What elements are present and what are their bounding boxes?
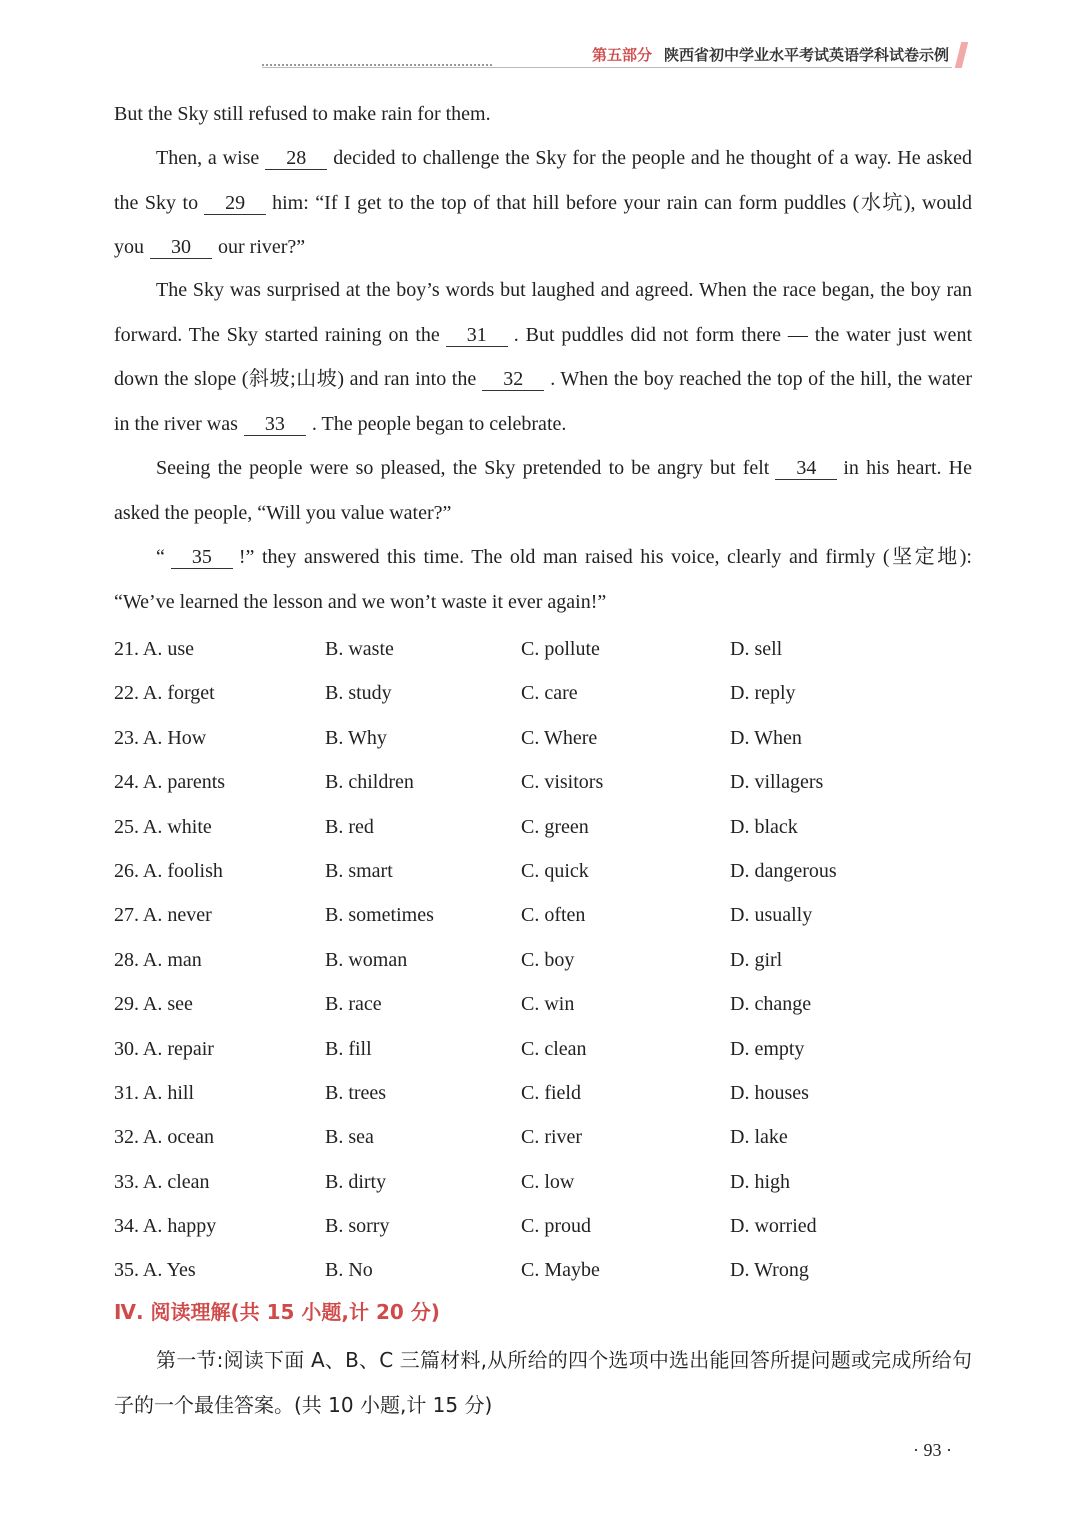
blank-29: 29 <box>204 192 266 215</box>
blank-33: 33 <box>244 413 306 436</box>
option-row-35 <box>114 1248 974 1292</box>
blank-32: 32 <box>482 368 544 391</box>
header-text <box>592 44 949 65</box>
option-b: B. trees <box>325 1081 387 1104</box>
option-c: C. field <box>521 1081 581 1104</box>
option-row-21 <box>114 627 974 671</box>
option-b: B. dirty <box>325 1170 387 1193</box>
option-d: D. houses <box>730 1081 809 1104</box>
option-c: C. proud <box>521 1215 591 1238</box>
option-d: D. empty <box>730 1037 805 1060</box>
passage-paragraph-0 <box>114 92 972 137</box>
option-a: 28. A. man <box>114 948 202 971</box>
option-a: 23. A. How <box>114 726 207 749</box>
option-d: D. girl <box>730 948 783 971</box>
option-d: D. Wrong <box>730 1259 809 1282</box>
paragraph-text: our river?” <box>218 236 306 258</box>
option-row-25 <box>114 805 974 849</box>
option-b: B. red <box>325 815 374 838</box>
option-a: 22. A. forget <box>114 682 215 705</box>
option-a: 31. A. hill <box>114 1081 195 1104</box>
header-accent-bar <box>955 42 968 68</box>
page-number: · 93 · <box>913 1440 952 1460</box>
option-row-32 <box>114 1115 974 1159</box>
option-c: C. quick <box>521 859 589 882</box>
option-a: 35. A. Yes <box>114 1259 196 1282</box>
option-c: C. green <box>521 815 589 838</box>
passage-paragraph-1 <box>114 136 972 270</box>
option-d: D. sell <box>730 638 783 660</box>
option-b: B. woman <box>325 948 408 971</box>
option-c: C. pollute <box>521 638 600 660</box>
option-d: D. change <box>730 993 812 1016</box>
blank-30: 30 <box>150 236 212 259</box>
blank-34: 34 <box>775 457 837 480</box>
option-a: 29. A. see <box>114 993 193 1016</box>
passage-paragraph-4 <box>114 535 972 624</box>
option-b: B. sometimes <box>325 904 434 927</box>
paragraph-text: Seeing the people were so pleased, the Sky pretended to be angry but felt <box>156 457 770 479</box>
option-row-22 <box>114 671 974 715</box>
option-row-23 <box>114 716 974 760</box>
option-b: B. sorry <box>325 1215 390 1238</box>
option-b: B. Why <box>325 726 387 749</box>
option-b: B. No <box>325 1259 373 1282</box>
blank-28: 28 <box>265 147 327 170</box>
page-header <box>262 40 967 70</box>
option-c: C. Maybe <box>521 1259 600 1282</box>
paragraph-text: in his heart. He asked the people, “Will you value water?” <box>114 457 973 524</box>
option-d: D. black <box>730 815 798 838</box>
option-c: C. Where <box>521 726 598 749</box>
option-c: C. care <box>521 682 578 705</box>
option-row-28 <box>114 938 974 982</box>
option-c: C. boy <box>521 948 575 971</box>
option-d: D. worried <box>730 1215 817 1238</box>
option-row-31 <box>114 1071 974 1115</box>
blank-35: 35 <box>171 546 233 569</box>
section-instruction: 第一节:阅读下面 A、B、C 三篇材料,从所给的四个选项中选出能回答所提问题或完成所给句子的一个最佳答案。(共 10 小题,计 15 分) <box>114 1348 972 1417</box>
header-rule <box>262 67 952 68</box>
option-b: B. study <box>325 682 392 705</box>
paragraph-text: . When the boy reached the top of the hill, the water in the river was <box>114 368 972 435</box>
paragraph-text: him: “If I get to the top of that hill before your rain can form puddles (水坑), would you <box>114 191 972 258</box>
header-dotted-rule <box>262 64 492 66</box>
paragraph-text: . But puddles did not form there — the water just went down the slope (斜坡;山坡) and ran into the <box>114 323 972 390</box>
option-c: C. river <box>521 1126 583 1149</box>
option-d: D. dangerous <box>730 859 837 882</box>
option-a: 26. A. foolish <box>114 859 223 882</box>
option-row-34 <box>114 1204 974 1248</box>
option-row-24 <box>114 760 974 804</box>
option-b: B. sea <box>325 1126 374 1149</box>
option-row-33 <box>114 1160 974 1204</box>
option-a: 24. A. parents <box>114 771 226 794</box>
answer-options <box>114 627 974 1293</box>
option-a: 27. A. never <box>114 904 212 927</box>
option-a: 32. A. ocean <box>114 1126 214 1149</box>
paragraph-text: decided to challenge the Sky for the people and he thought of a way. He asked the Sky to <box>114 147 972 214</box>
option-row-29 <box>114 982 974 1026</box>
option-a: 30. A. repair <box>114 1037 214 1060</box>
option-b: B. fill <box>325 1037 372 1060</box>
paragraph-text: . The people began to celebrate. <box>311 412 567 435</box>
option-a: 25. A. white <box>114 815 212 838</box>
paragraph-text: “ <box>156 546 165 568</box>
option-c: C. clean <box>521 1037 587 1060</box>
option-c: C. low <box>521 1170 575 1193</box>
option-d: D. reply <box>730 682 796 705</box>
option-c: C. win <box>521 993 575 1016</box>
option-a: 33. A. clean <box>114 1170 210 1193</box>
option-a: 21. A. use <box>114 638 194 660</box>
option-row-27 <box>114 893 974 937</box>
option-c: C. visitors <box>521 771 604 794</box>
option-d: D. lake <box>730 1126 788 1149</box>
option-b: B. children <box>325 771 414 794</box>
passage-paragraph-2 <box>114 268 972 446</box>
paragraph-text: !” they answered this time. The old man raised his voice, clearly and firmly (坚定地): “We’ve learned the lesson and we won’t waste it ever again!” <box>114 546 972 613</box>
option-d: D. high <box>730 1170 790 1193</box>
option-a: 34. A. happy <box>114 1215 217 1238</box>
paragraph-text: Then, a wise <box>156 147 260 169</box>
passage-paragraph-3 <box>114 446 972 535</box>
option-b: B. waste <box>325 638 394 660</box>
option-d: D. When <box>730 726 802 749</box>
paragraph-text: But the Sky still refused to make rain for them. <box>114 103 491 125</box>
option-row-30 <box>114 1027 974 1071</box>
blank-31: 31 <box>446 324 508 347</box>
section-title: Ⅳ. 阅读理解(共 15 小题,计 20 分) <box>114 1300 440 1324</box>
option-b: B. race <box>325 993 382 1016</box>
option-d: D. villagers <box>730 771 824 794</box>
option-d: D. usually <box>730 904 813 927</box>
header-title: 陕西省初中学业水平考试英语学科试卷示例 <box>663 46 949 64</box>
option-c: C. often <box>521 904 586 927</box>
paragraph-text: The Sky was surprised at the boy’s words but laughed and agreed. When the race began, the boy ran forward. The Sky started raining on the <box>114 279 972 346</box>
option-row-26 <box>114 849 974 893</box>
header-part-label: 第五部分 <box>591 46 652 64</box>
option-b: B. smart <box>325 859 393 882</box>
